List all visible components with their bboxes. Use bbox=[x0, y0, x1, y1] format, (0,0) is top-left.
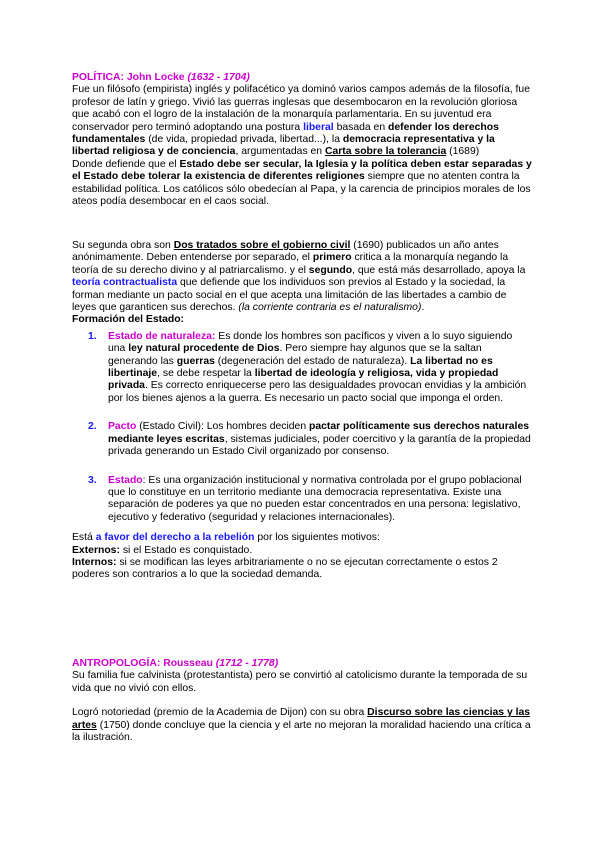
list-item: 1. Estado de naturaleza: Es donde los hombres son pacíficos y viven a lo suyo siguiendo una ley natural procedente de Dios. Pero siempre hay algunos que se la saltan generando las guerras (degeneración del estado de naturaleza). La libertad no es libertinaje, se debe respetar la libertad de ideología y religiosa, vida y propiedad privada. Es correcto enriquecerse pero las desigualdades provocan envidias y la ambición por los bienes ajenos a la guerra. Es necesario un pacto social que imponga el orden. bbox=[88, 330, 527, 404]
paragraph-internos: Internos: si se modifican las leyes arbitrariamente o no se ejecutan correctamente o estos 2 poderes son contrarios a lo que la sociedad demanda. bbox=[72, 556, 498, 581]
subheading-formacion: Formación del Estado: bbox=[72, 314, 185, 326]
heading-dates: (1712 - 1778) bbox=[215, 658, 279, 669]
keyword-liberal: liberal bbox=[303, 121, 334, 133]
paragraph-rebelion: Está a favor del derecho a la rebelión por los siguientes motivos: bbox=[72, 532, 380, 544]
paragraph-secular: Donde defiende que el Estado debe ser secular, la Iglesia y la política deben estar separadas y el Estado debe tolerar la existencia de diferentes religiones siempre que no atenten contra la estabilidad política. Los católicos sólo obedecían al Papa, y la carencia de principios morales de los ateos podía desembocar en el caos social. bbox=[72, 158, 532, 208]
keyword-contractualista: teoría contractualista bbox=[72, 277, 178, 289]
heading-title: ANTROPOLOGÍA: Rousseau bbox=[72, 658, 213, 669]
keyword-rebelion: a favor del derecho a la rebelión bbox=[95, 532, 255, 544]
paragraph-discurso: Logró notoriedad (premio de la Academia de Dijon) con su obra Discurso sobre las ciencias y las artes (1750) donde concluye que la ciencia y el arte no mejoran la moralidad haciendo una crítica a la ilustración. bbox=[72, 707, 531, 744]
section-heading-politica bbox=[72, 72, 532, 84]
work-title-tratados: Dos tratados sobre el gobierno civil bbox=[173, 240, 351, 251]
work-title-carta: Carta sobre la tolerancia bbox=[324, 146, 447, 158]
section-heading-antropologia bbox=[72, 658, 532, 670]
paragraph-tratados: Su segunda obra son Dos tratados sobre el gobierno civil (1690) publicados un año antes anónimamente. Deben entenderse por separado, el primero critica a la monarquía negando la teoría de su derecho divino y al patriarcalismo. y el segundo, que está más desarrollado, apoya la teoría contractualista que defiende que los individuos son previos al Estado y la sociedad, la forman mediante un pacto social en el que acepta una limitación de las libertades a cambio de leyes que garanticen sus derechos. (la corriente contraria es el naturalismo). bbox=[72, 240, 526, 314]
politica-tratados bbox=[72, 240, 532, 582]
politica-section bbox=[72, 72, 532, 208]
list-item: 2. Pacto (Estado Civil): Los hombres deciden pactar políticamente sus derechos naturales mediante leyes escritas, sistemas judiciales, poder coercitivo y la garantía de la propiedad privada generando un Estado Civil organizado por consenso. bbox=[88, 421, 531, 458]
list-number: 3. bbox=[88, 474, 97, 486]
list-item: 3. Estado: Es una organización institucional y normativa controlada por el grupo poblacional que lo constituye en un territorio mediante una democracia representativa. Existe una separación de poderes ya que no pueden estar concentrados en una persona: legislativo, ejecutivo y federativo (seguridad y relaciones internacionales). bbox=[88, 474, 522, 523]
heading-dates: (1632 - 1704) bbox=[187, 72, 250, 83]
paragraph-externos: Externos: si el Estado es conquistado. bbox=[72, 544, 253, 556]
list-number: 1. bbox=[88, 330, 97, 342]
heading-title: POLÍTICA: John Locke bbox=[72, 72, 185, 83]
paragraph-familia: Su familia fue calvinista (protestantista) pero se convirtió al catolicismo durante la temporada de su vida que no vivió con ellos. bbox=[72, 670, 528, 694]
paragraph-intro: Fue un filósofo (empirista) inglés y polifacético ya dominó varios campos además de la filosofía, fue profesor de latín y griego. Vivió las guerras inglesas que desembocaron en la revolución gloriosa que acabó con el logro de la instalación de la monarquía parlamentaria. En su juventud era conservador pero terminó adoptando una postura liberal basada en defender los derechos fundamentales (de vida, propiedad privada, libertad...), la democracia representativa y la libertad religiosa y de conciencia, argumentadas en Carta sobre la tolerancia (1689) bbox=[72, 84, 530, 158]
list-number: 2. bbox=[88, 421, 97, 433]
antropologia-section bbox=[72, 658, 532, 744]
work-title-discurso: Discurso sobre las ciencias y las artes bbox=[72, 707, 531, 731]
